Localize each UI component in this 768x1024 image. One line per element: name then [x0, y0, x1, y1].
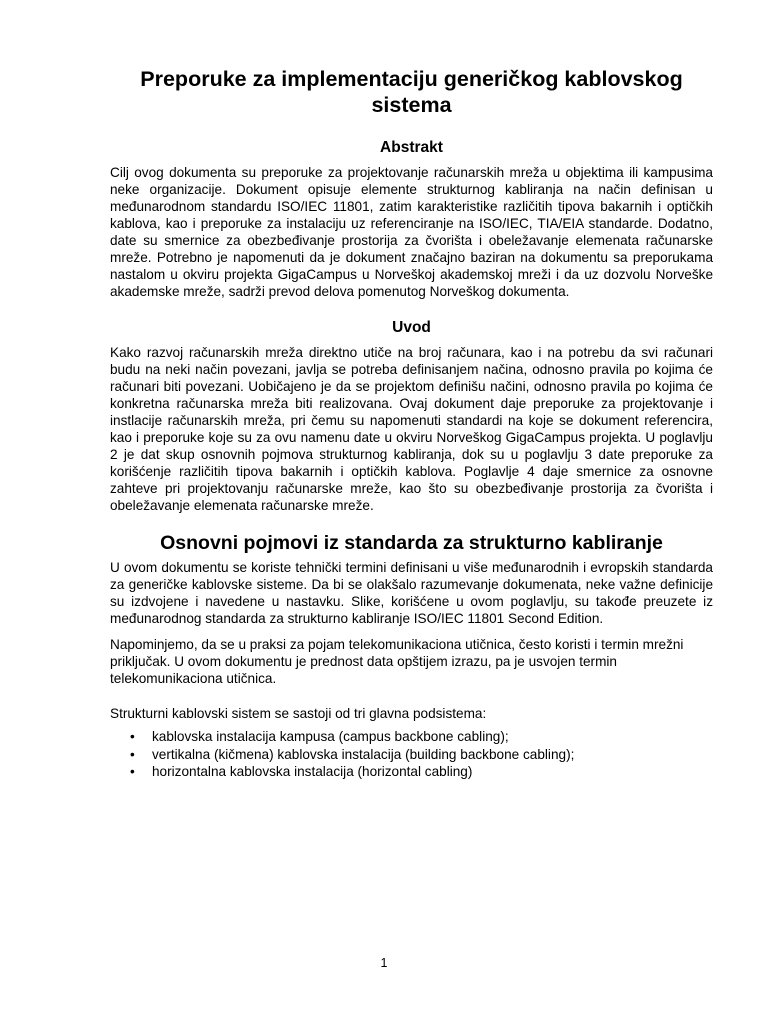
introduction-heading: Uvod	[392, 319, 431, 336]
basic-terms-paragraph-2: Napominjemo, da se u praksi za pojam telekomunikaciona utičnica, često koristi i termin mrežni priključak. U ovom dokumentu je prednost data opštijem izrazu, pa je usvojen termin telekomunikaciona utičnica.	[110, 637, 684, 686]
list-item	[110, 746, 713, 764]
list-item-text: horizontalna kablovska instalacija (horizontal cabling)	[152, 764, 473, 779]
subsystems-list	[110, 728, 713, 781]
list-item-text: vertikalna (kičmena) kablovska instalacija (building backbone cabling);	[152, 746, 575, 762]
bullet-icon: •	[130, 729, 135, 744]
basic-terms-heading: Osnovni pojmovi iz standarda za strukturno kabliranje	[160, 532, 663, 554]
list-item	[110, 763, 713, 781]
list-item	[110, 728, 713, 746]
document-title: Preporuke za implementaciju generičkog kablovskog sistema	[140, 67, 683, 117]
page-number: 1	[380, 956, 388, 970]
abstract-heading: Abstrakt	[380, 139, 443, 156]
introduction-paragraph: Kako razvoj računarskih mreža direktno utiče na broj računara, kao i na potrebu da svi računari budu na neki način povezani, javlja se potreba definisanjem načina, odnosno pravila po kojima će računari biti povezani. Uobičajeno je da se projektom definišu načini, odnosno pravila po kojima će konkretna računarska mreža biti realizovana. Ovaj dokument daje preporuke za projektovanje i instlacije računarskih mreža, pri čemu su napomenuti standardi na koje se dokument referencira, kao i preporuke koje su za ovu namenu date u okviru Norveškog GigaCampus projekta. U poglavlju 2 je dat skup osnovnih pojmova strukturnog kabliranja, dok su u poglavlju 3 date preporuke za korišćenje različitih tipova bakarnih i optičkih kablova. Poglavlje 4 daje smernice za osnovne zahteve pri projektovanju računarske mreže, kao što su obezbeđivanje prostorija za čvorišta i obeležavanje elemenata računarske mreže.	[110, 345, 713, 513]
basic-terms-paragraph-3: Strukturni kablovski sistem se sastoji od tri glavna podsistema:	[110, 706, 487, 721]
abstract-paragraph: Cilj ovog dokumenta su preporuke za projektovanje računarskih mreža u objektima ili kampusima neke organizacije. Dokument opisuje elemente strukturnog kabliranja na način definisan u međunarodnom standardu ISO/IEC 11801, zatim karakteristike različitih tipova bakarnih i optičkih kablova, kao i preporuke za instalaciju uz referenciranje na ISO/IEC, TIA/EIA standarde. Dodatno, date su smernice za obezbeđivanje prostorija za čvorišta i obeležavanje elemenata računarske mreže. Potrebno je napomenuti da je dokument značajno baziran na dokumentu sa preporukama nastalom u okviru projekta GigaCampus u Norveškoj akademskoj mreži i da uz dozvolu Norveške akademske mreže, sadrži prevod delova pomenutog Norveškog dokumenta.	[110, 165, 713, 299]
basic-terms-paragraph-1: U ovom dokumentu se koriste tehnički termini definisani u više međunarodnih i evropskih standarda za generičke kablovske sisteme. Da bi se olakšalo razumevanje dokumenata, neke važne definicije su izdvojene i navedene u nastavku. Slike, korišćene u ovom poglavlju, su takođe preuzete iz međunarodnog standarda za strukturno kabliranje ISO/IEC 11801 Second Edition.	[110, 560, 713, 626]
bullet-icon: •	[130, 764, 135, 779]
list-item-text: kablovska instalacija kampusa (campus backbone cabling);	[152, 729, 509, 744]
bullet-icon: •	[130, 746, 135, 762]
document-page	[110, 60, 713, 781]
